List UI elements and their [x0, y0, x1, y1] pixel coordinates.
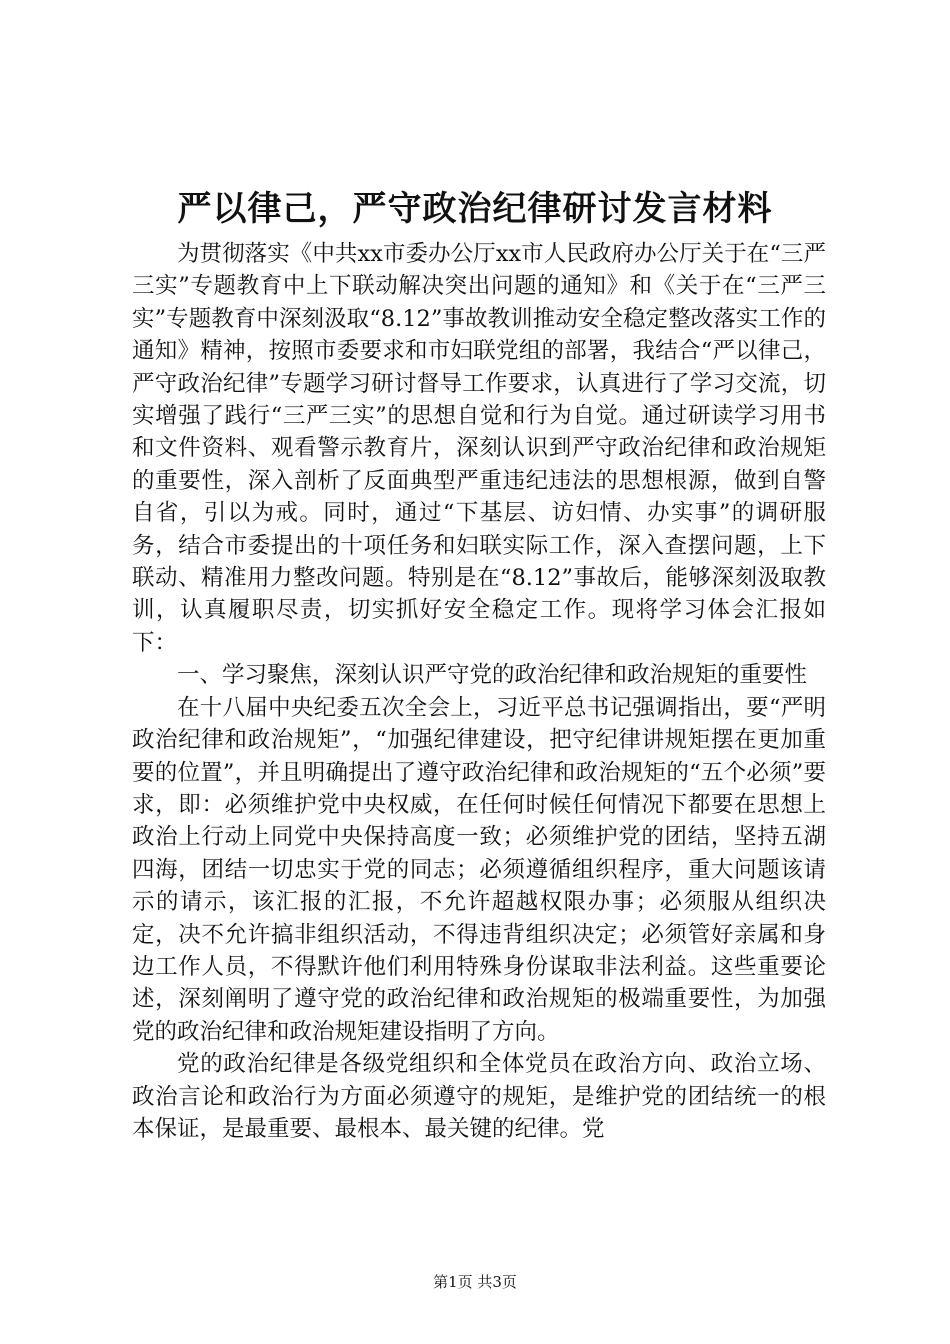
page-footer: 第1页 共3页 [433, 1273, 517, 1291]
document-body [132, 238, 826, 1145]
section-heading-1: 一、学习聚焦，深刻认识严守党的政治纪律和政治规矩的重要性 [177, 662, 808, 689]
paragraph-intro: 为贯彻落实《中共xx市委办公厅xx市人民政府办公厅关于在“三严三实”专题教育中上下联动解决突出问题的通知》和《关于在“三严三实”专题教育中深刻汲取“8.12”事故教训推动安全稳定整改落实工作的通知》精神，按照市委要求和市妇联党组的部署，我结合“严以律己，严守政治纪律”专题学习研讨督导工作要求，认真进行了学习交流，切实增强了践行“三严三实”的思想自觉和行为自觉。通过研读学习用书和文件资料、观看警示教育片，深刻认识到严守政治纪律和政治规矩的重要性，深入剖析了反面典型严重违纪违法的思想根源，做到自警自省，引以为戒。同时，通过“下基层、访妇情、办实事”的调研服务，结合市委提出的十项任务和妇联实际工作，深入查摆问题，上下联动、精准用力整改问题。特别是在“8.12”事故后，能够深刻汲取教训，认真履职尽责，切实抓好安全稳定工作。现将学习体会汇报如下： [132, 241, 826, 656]
paragraph-political-discipline: 党的政治纪律是各级党组织和全体党员在政治方向、政治立场、政治言论和政治行为方面必须遵守的规矩，是维护党的团结统一的根本保证，是最重要、最根本、最关键的纪律。党 [132, 1051, 826, 1142]
document-title: 严以律己，严守政治纪律研讨发言材料 [177, 189, 773, 229]
paragraph-five-musts: 在十八届中央纪委五次全会上，习近平总书记强调指出，要“严明政治纪律和政治规矩”，“加强纪律建设，把守纪律讲规矩摆在更加重要的位置”，并且明确提出了遵守政治纪律和政治规矩的“五个必须”要求，即：必须维护党中央权威，在任何时候任何情况下都要在思想上政治上行动上同党中央保持高度一致；必须维护党的团结，坚持五湖四海，团结一切忠实于党的同志；必须遵循组织程序，重大问题该请示的请示，该汇报的汇报，不允许超越权限办事；必须服从组织决定，决不允许搞非组织活动，不得违背组织决定；必须管好亲属和身边工作人员，不得默许他们利用特殊身份谋取非法利益。这些重要论述，深刻阐明了遵守党的政治纪律和政治规矩的极端重要性，为加强党的政治纪律和政治规矩建设指明了方向。 [132, 694, 826, 1045]
